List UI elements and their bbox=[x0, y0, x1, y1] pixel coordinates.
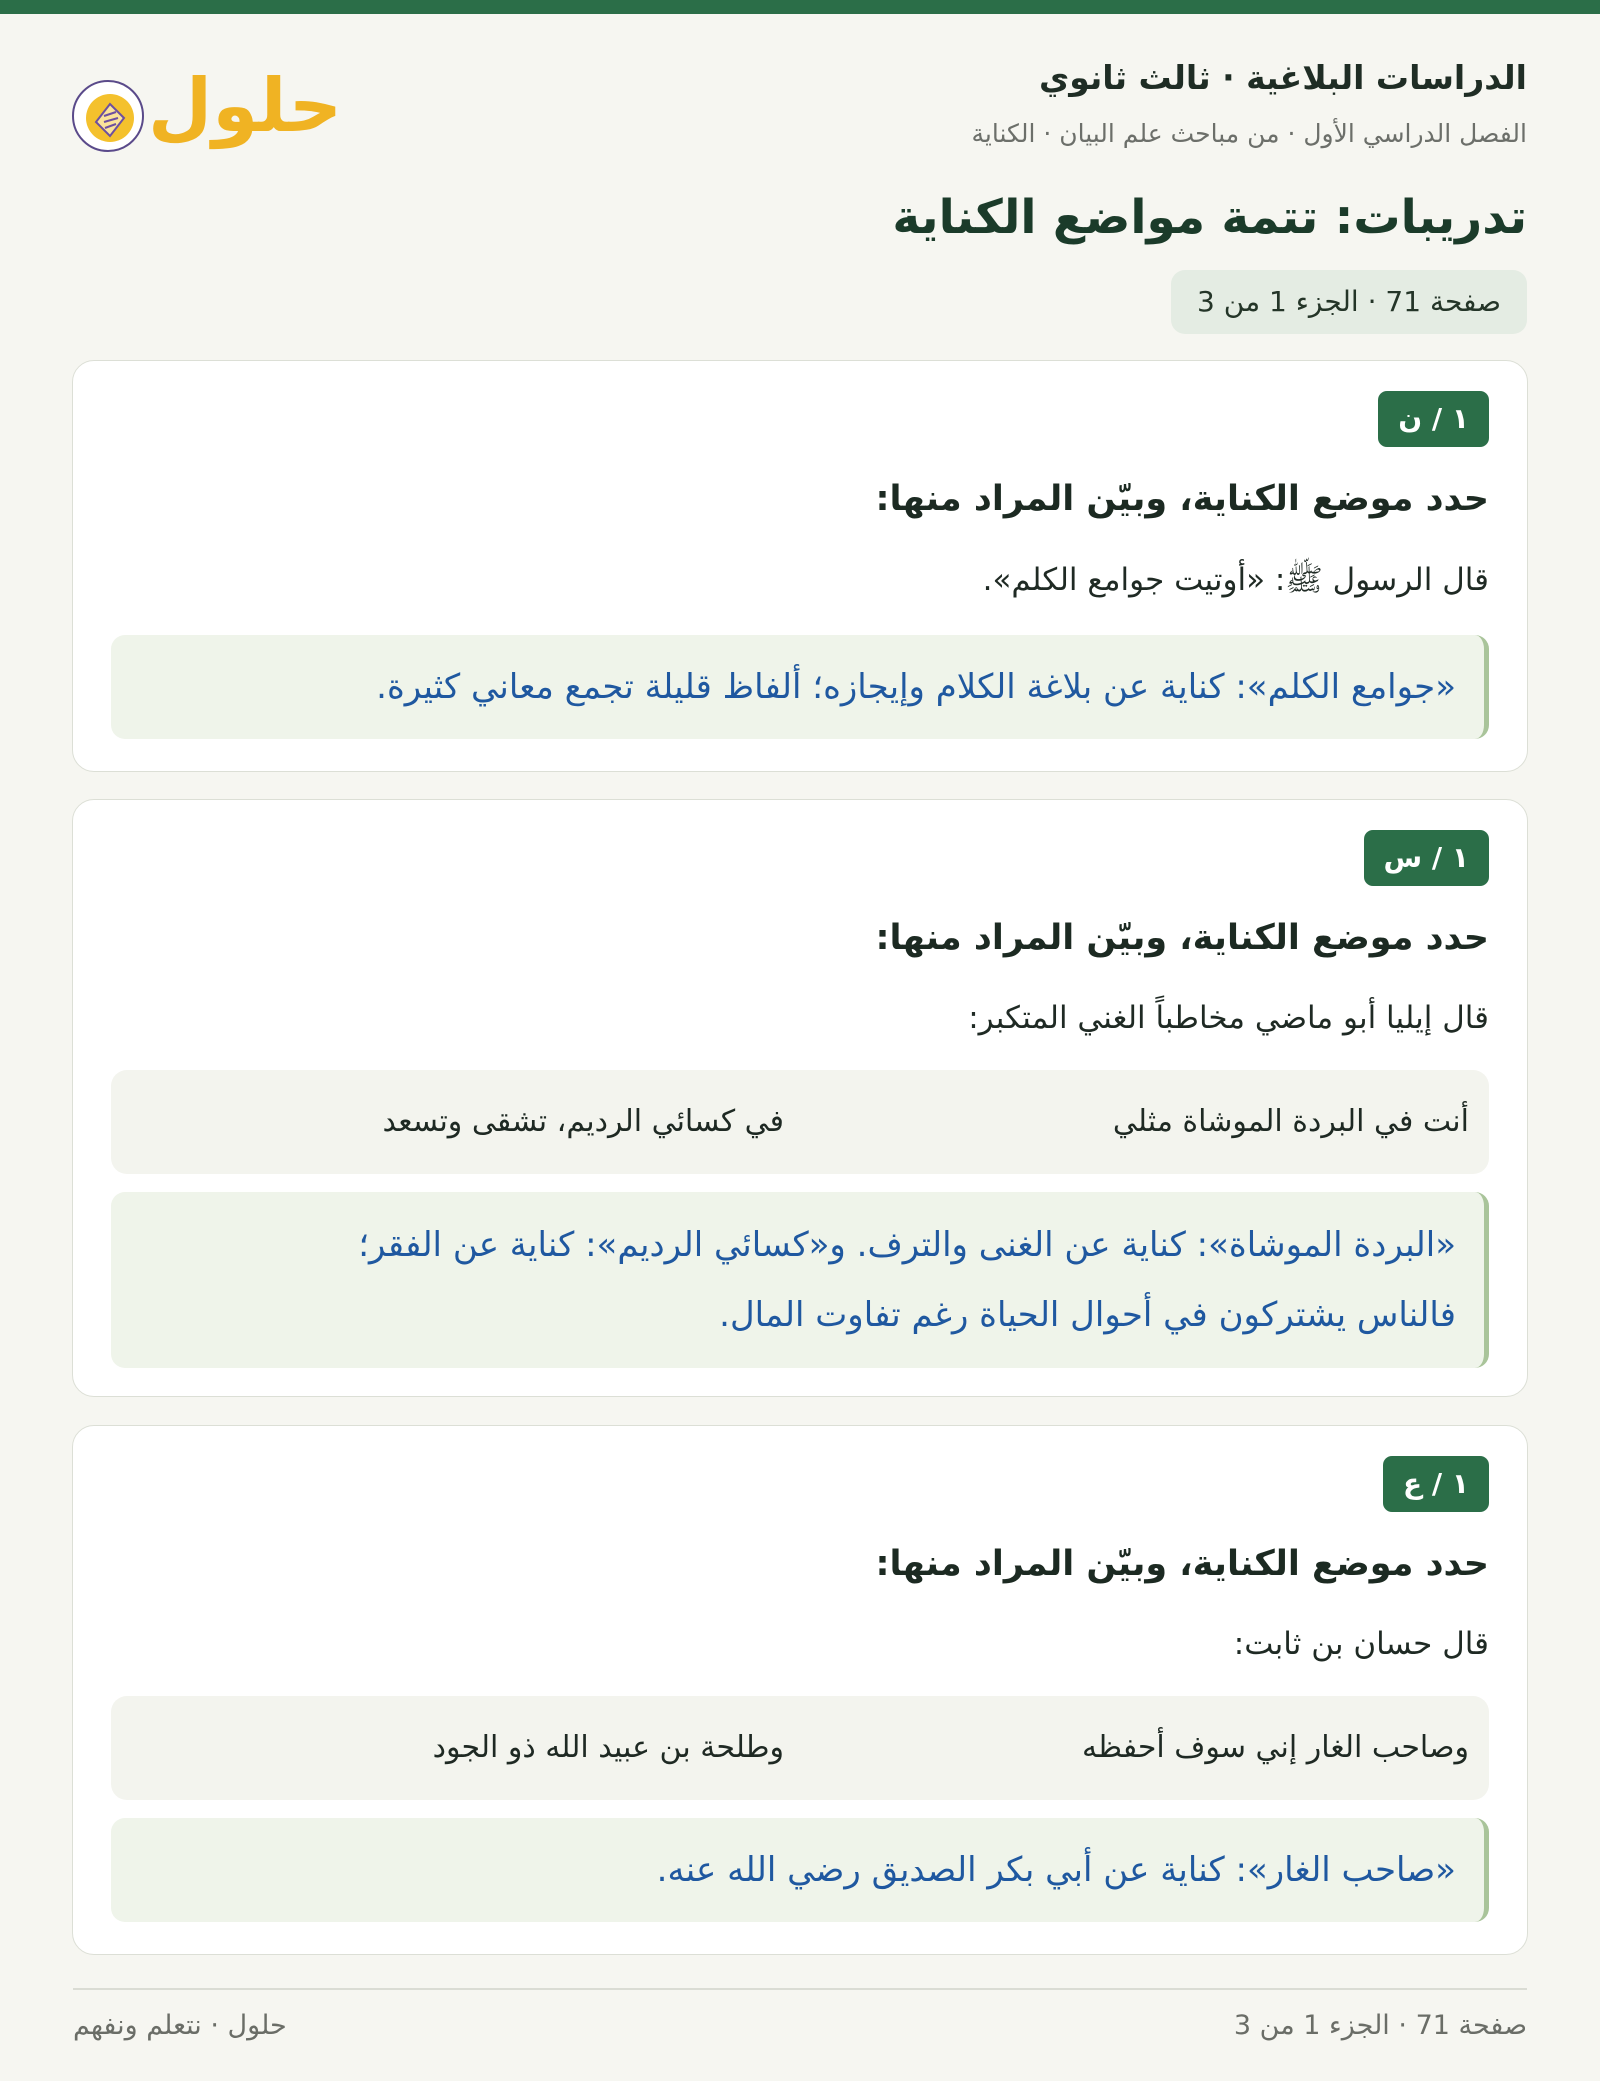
breadcrumb: الفصل الدراسي الأول · من مباحث علم البيان · الكناية bbox=[971, 119, 1527, 148]
poetry-verse bbox=[111, 1696, 1489, 1800]
top-accent-bar bbox=[0, 0, 1600, 14]
exercise-card bbox=[72, 360, 1528, 772]
hulul-logo[interactable] bbox=[72, 58, 343, 168]
answer-line: «صاحب الغار»: كناية عن أبي بكر الصديق رضي الله عنه. bbox=[656, 1850, 1456, 1890]
verse-second-hemistich: وطلحة بن عبيد الله ذو الجود bbox=[432, 1730, 784, 1765]
footer-divider bbox=[73, 1988, 1527, 1990]
answer-line: فالناس يشتركون في أحوال الحياة رغم تفاوت المال. bbox=[719, 1295, 1456, 1335]
exercise-badge: ١ / س bbox=[1364, 830, 1489, 886]
answer-box bbox=[111, 635, 1489, 739]
poetry-verse bbox=[111, 1070, 1489, 1174]
subject-title: الدراسات البلاغية · ثالث ثانوي bbox=[1038, 58, 1527, 97]
page-title: تدريبات: تتمة مواضع الكناية bbox=[892, 190, 1527, 245]
page-indicator-pill: صفحة 71 · الجزء 1 من 3 bbox=[1171, 270, 1527, 334]
logo-wordmark: حلول bbox=[148, 63, 343, 149]
footer-page-info: صفحة 71 · الجزء 1 من 3 bbox=[1233, 2010, 1527, 2041]
exercise-badge: ١ / ن bbox=[1378, 391, 1489, 447]
answer-box bbox=[111, 1818, 1489, 1922]
exercise-card bbox=[72, 1425, 1528, 1955]
book-icon bbox=[72, 80, 144, 152]
answer-line: «جوامع الكلم»: كناية عن بلاغة الكلام وإيجازه؛ ألفاظ قليلة تجمع معاني كثيرة. bbox=[376, 667, 1456, 707]
answer-box bbox=[111, 1192, 1489, 1368]
footer-brand: حلول · نتعلم ونفهم bbox=[73, 2010, 287, 2041]
question-text: حدد موضع الكناية، وبيّن المراد منها: bbox=[875, 1544, 1489, 1584]
verse-first-hemistich: وصاحب الغار إني سوف أحفظه bbox=[1082, 1730, 1469, 1765]
question-text: حدد موضع الكناية، وبيّن المراد منها: bbox=[875, 479, 1489, 519]
answer-line: «البردة الموشاة»: كناية عن الغنى والترف. و«كسائي الرديم»: كناية عن الفقر؛ bbox=[358, 1225, 1456, 1265]
verse-first-hemistich: أنت في البردة الموشاة مثلي bbox=[1112, 1104, 1469, 1139]
quote-intro: قال الرسول ﷺ: «أوتيت جوامع الكلم». bbox=[982, 562, 1489, 598]
verse-second-hemistich: في كسائي الرديم، تشقى وتسعد bbox=[382, 1104, 784, 1139]
question-text: حدد موضع الكناية، وبيّن المراد منها: bbox=[875, 918, 1489, 958]
quote-intro: قال حسان بن ثابت: bbox=[1233, 1626, 1489, 1662]
exercise-card bbox=[72, 799, 1528, 1397]
quote-intro: قال إيليا أبو ماضي مخاطباً الغني المتكبر: bbox=[968, 1000, 1489, 1036]
exercise-badge: ١ / ع bbox=[1383, 1456, 1489, 1512]
